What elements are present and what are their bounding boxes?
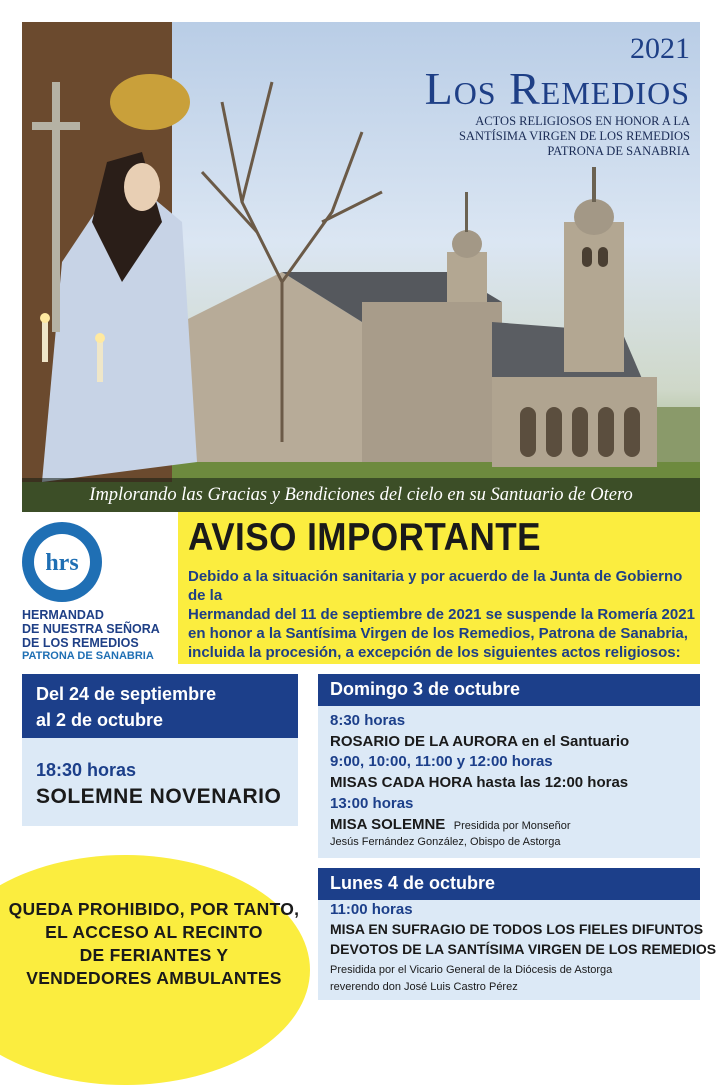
hermandad-patron: PATRONA DE SANABRIA [22, 650, 154, 662]
domingo-time: 9:00, 10:00, 11:00 y 12:00 horas [330, 753, 553, 770]
hermandad-name-line: HERMANDAD [22, 608, 104, 622]
lunes-note-line: Presidida por el Vicario General de la Diócesis de Astorga [330, 964, 613, 976]
domingo-event-note: Presidida por Monseñor [453, 820, 571, 832]
lunes-heading: Lunes 4 de octubre [330, 873, 496, 893]
aviso-body-line: en honor a la Santísima Virgen de los Remedios, Patrona de Sanabria, [188, 625, 688, 642]
novenario-panel [22, 738, 298, 826]
domingo-event: MISAS CADA HORA hasta las 12:00 horas [330, 774, 629, 791]
hero-title: Los Remedios [424, 63, 690, 114]
domingo-time: 13:00 horas [330, 795, 414, 812]
svg-text:hrs: hrs [45, 550, 79, 576]
hero-photo [22, 22, 700, 512]
hermandad-name-line: DE NUESTRA SEÑORA [22, 622, 160, 636]
aviso-body-line: Debido a la situación sanitaria y por acuerdo de la Junta de Gobierno de la [188, 568, 683, 604]
domingo-event: MISA SOLEMNE [330, 816, 446, 833]
hero-subtitle-line: PATRONA DE SANABRIA [547, 144, 690, 158]
lunes-time: 11:00 horas [330, 901, 413, 918]
hero-subtitle-line: ACTOS RELIGIOSOS EN HONOR A LA [475, 114, 690, 128]
novenario-date-line: Del 24 de septiembre [36, 684, 217, 704]
hero-subtitle-line: SANTÍSIMA VIRGEN DE LOS REMEDIOS [458, 129, 690, 143]
domingo-event: ROSARIO DE LA AURORA en el Santuario [330, 733, 630, 750]
lunes-event-line: MISA EN SUFRAGIO DE TODOS LOS FIELES DIFUNTOS [330, 921, 704, 937]
hermandad-monogram-icon [22, 522, 102, 602]
lunes-note-line: reverendo don José Luis Castro Pérez [330, 981, 518, 993]
hero-caption: Implorando las Gracias y Bendiciones del cielo en su Santuario de Otero [22, 478, 700, 512]
hero-year: 2021 [630, 32, 690, 65]
novenario-event: SOLEMNE NOVENARIO [36, 785, 282, 808]
domingo-event-solemne [330, 816, 571, 834]
prohibido-line: VENDEDORES AMBULANTES [26, 968, 282, 988]
aviso-body [188, 567, 698, 662]
novenario-dates [36, 681, 216, 733]
lunes-event-line: DEVOTOS DE LA SANTÍSIMA VIRGEN DE LOS REMEDIOS [330, 941, 717, 957]
prohibido-line: QUEDA PROHIBIDO, POR TANTO, [8, 899, 300, 919]
aviso-body-line: incluida la procesión, a excepción de los siguientes actos religiosos: [188, 644, 681, 661]
prohibido-line: EL ACCESO AL RECINTO [45, 922, 263, 942]
prohibido-line: DE FERIANTES Y [79, 945, 229, 965]
domingo-time: 8:30 horas [330, 712, 406, 729]
domingo-heading: Domingo 3 de octubre [330, 679, 521, 699]
novenario-date-line: al 2 de octubre [36, 710, 164, 730]
novenario-time: 18:30 horas [36, 760, 137, 780]
aviso-title: AVISO IMPORTANTE [188, 516, 542, 559]
aviso-body-line: Hermandad del 11 de septiembre de 2021 se suspende la Romería 2021 [188, 606, 695, 623]
domingo-event-note: Jesús Fernández González, Obispo de Astorga [330, 836, 561, 848]
hermandad-name-line: DE LOS REMEDIOS [22, 636, 139, 650]
prohibido-text [8, 898, 300, 990]
